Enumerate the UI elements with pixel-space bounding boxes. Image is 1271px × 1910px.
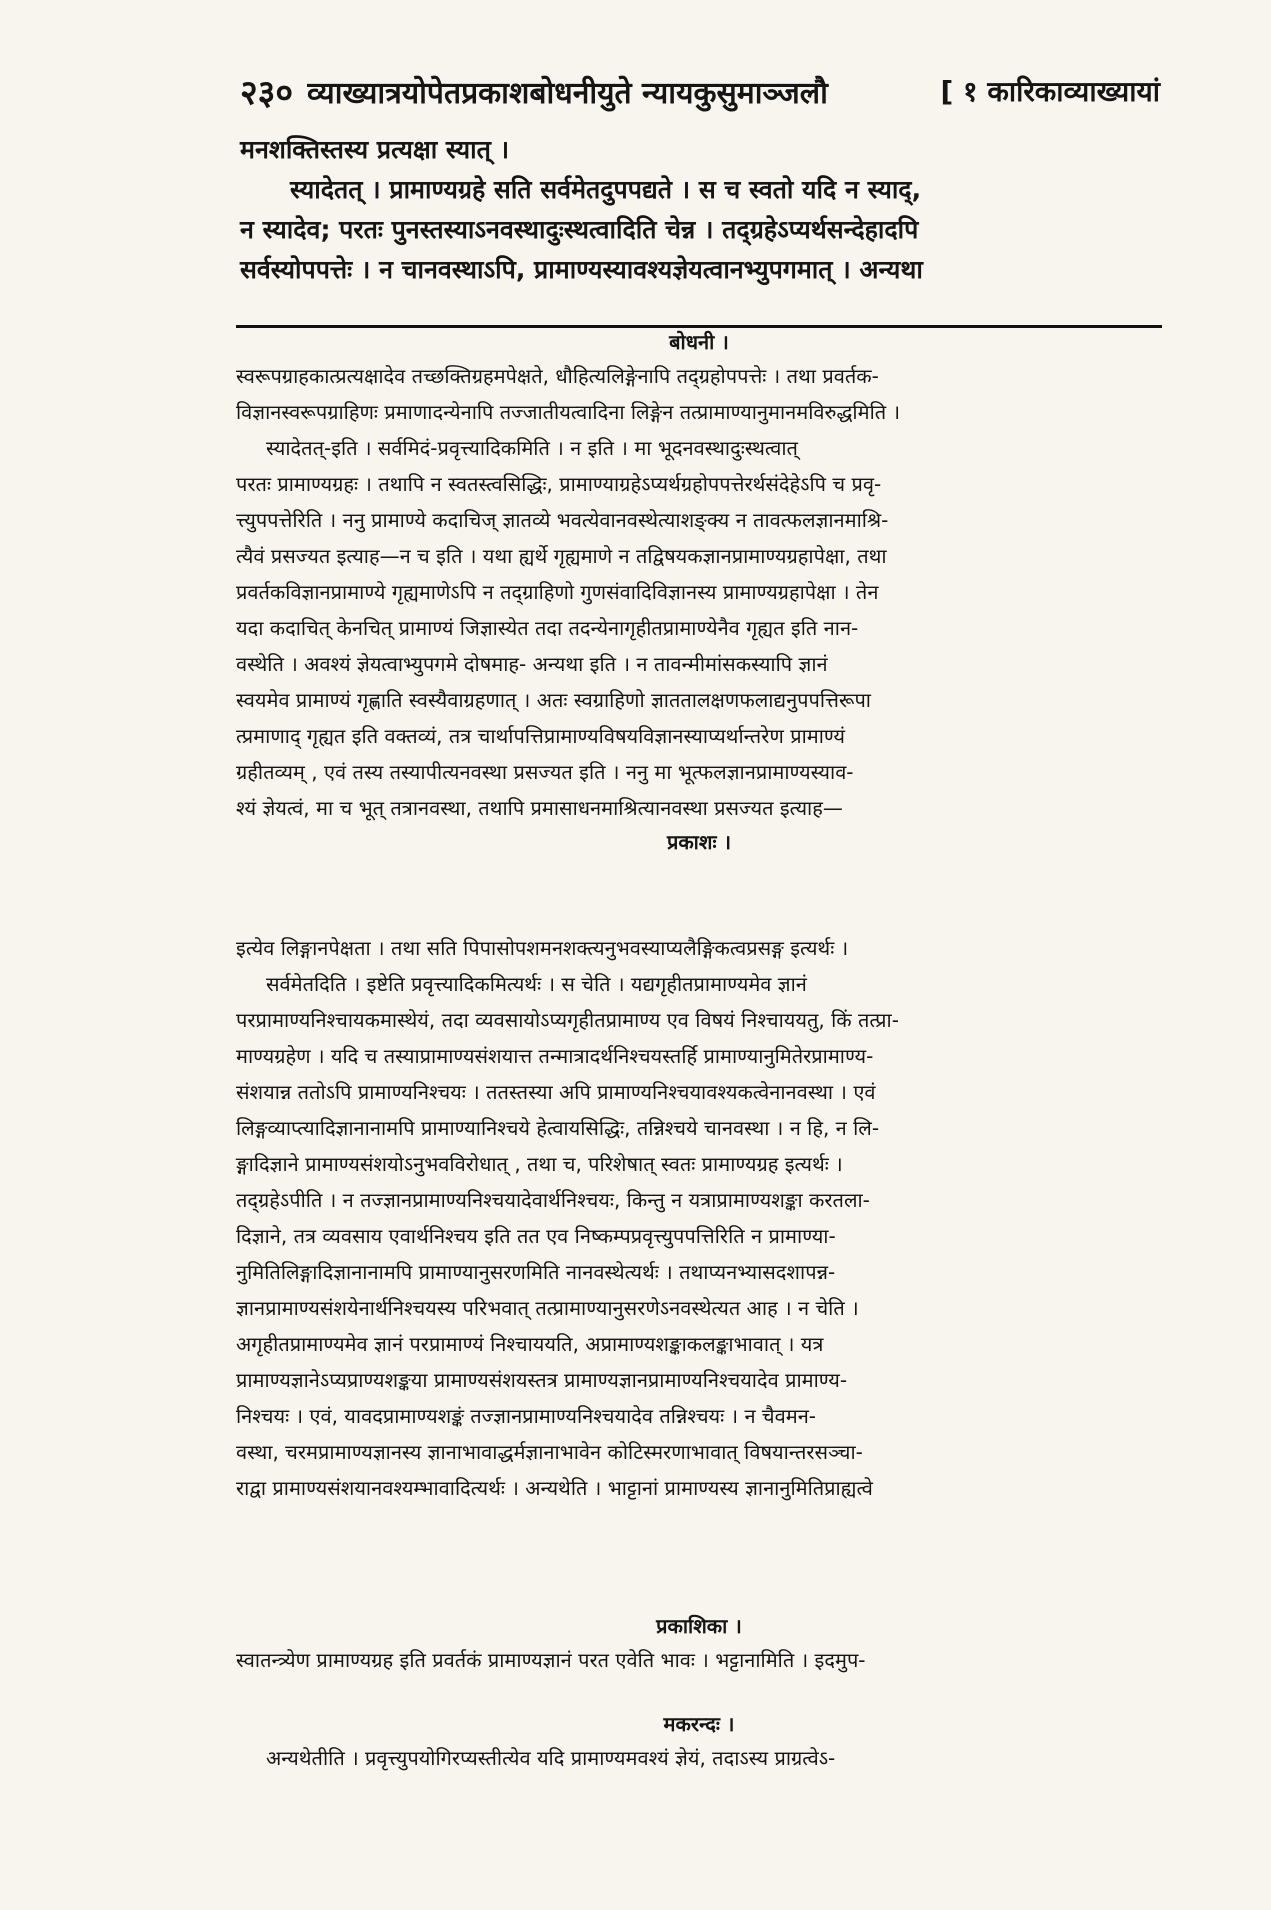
commentary-line: राद्वा प्रामाण्यसंशयानवश्यम्भावादित्यर्थः । अन्यथेति । भाट्टानां प्रामाण्यस्य ज्ञानानुमितिप्राह्यत्वे [236,1476,873,1500]
running-title: व्याख्यात्रयोपेतप्रकाशबोधनीयुते न्यायकुसुमाञ्जलौ [307,75,828,111]
commentary-line: संशयान्न ततोऽपि प्रामाण्यनिश्चयः । ततस्तस्या अपि प्रामाण्यनिश्चयावश्यकत्वेनानवस्था । एवं [236,1080,876,1104]
commentary-line: स्वयमेव प्रामाण्यं गृह्णाति स्वस्यैवाग्रहणात् । अतः स्वग्राहिणो ज्ञाततालक्षणफलाद्यनुपपत्तिरूपा [236,688,871,712]
commentary-line: दिज्ञाने, तत्र व्यवसाय एवार्थनिश्चय इति तत एव निष्कम्पप्रवृत्त्युपपत्तिरिति न प्रामाण्या- [236,1224,836,1248]
commentary-line: अन्यथेतीति । प्रवृत्त्युपयोगिरप्यस्तीत्येव यदि प्रामाण्यमवश्यं ज्ञेयं, तदाऽस्य प्राग्रत्वेऽ- [266,1746,836,1770]
commentary-line: त्त्युपपत्तेरिति । ननु प्रामाण्ये कदाचिज् ज्ञातव्ये भवत्येवानवस्थेत्याशङ्क्य न तावत्फलज्ञानमाश्रि- [236,508,889,532]
commentary-line: परतः प्रामाण्यग्रहः । तथापि न स्वतस्त्वसिद्धिः, प्रामाण्याग्रहेऽप्यर्थग्रहोपपत्तेरर्थसंदेहेऽपि च प्रवृ- [236,472,882,496]
commentary-line: वस्थेति । अवश्यं ज्ञेयत्वाभ्युपगमे दोषमाह- अन्यथा इति । न तावन्मीमांसकस्यापि ज्ञानं [236,652,828,676]
prakasha-commentary [236,930,1162,1506]
commentary-line: ग्रहीतव्यम् , एवं तस्य तस्यापीत्यनवस्था प्रसज्यत इति । ननु मा भूत्फलज्ञानप्रामाण्यस्याव- [236,760,854,784]
commentary-line: माण्यग्रहेण । यदि च तस्याप्रामाण्यसंशयात्त तन्मात्रादर्थनिश्चयस्तर्हि प्रामाण्यानुमितेरप्रामाण्य- [236,1044,874,1068]
prakashika-commentary [236,1610,1162,1678]
commentary-line: प्रामाण्यज्ञानेऽप्यप्राण्यशङ्कया प्रामाण्यसंशयस्तत्र प्रामाण्यज्ञानप्रामाण्यनिश्चयादेव प्रामाण्य- [236,1368,848,1392]
commentary-line: विज्ञानस्वरूपग्राहिणः प्रमाणादन्येनापि तज्जातीयत्वादिना लिङ्गेन तत्प्रामाण्यानुमानमविरुद्धमिति । [236,400,901,424]
commentary-line: त्प्रमाणाद् गृह्यत इति वक्तव्यं, तत्र चार्थापत्तिप्रामाण्यविषयविज्ञानस्याप्यर्थान्तरेण प्रामाण्यं [236,724,846,748]
commentary-line: श्यं ज्ञेयत्वं, मा च भूत् तत्रानवस्था, तथापि प्रमासाधनमाश्रित्यानवस्था प्रसज्यत इत्याह— [236,796,843,820]
commentary-line: लिङ्गव्याप्त्यादिज्ञानानामपि प्रामाण्यानिश्चये हेत्वायसिद्धिः, तन्निश्चये चानवस्था । न हि, न लि- [236,1116,880,1140]
commentary-line: अगृहीतप्रामाण्यमेव ज्ञानं परप्रामाण्यं निश्चाययति, अप्रामाण्यशङ्काकलङ्काभावात् । यत्र [236,1332,824,1356]
running-header [240,60,1160,122]
commentary-line: निश्चयः । एवं, यावदप्रामाण्यशङ्कं तज्ज्ञानप्रामाण्यनिश्चयादेव तन्निश्चयः । न चैवमन- [236,1404,817,1428]
prakashika-heading: प्रकाशिका । [656,1614,742,1638]
commentary-line: ज्ञानप्रामाण्यसंशयेनार्थनिश्चयस्य परिभवात् तत्प्रामाण्यानुसरणेऽनवस्थेत्यत आह । न चेति । [236,1296,859,1320]
bodhani-heading: बोधनी । [669,330,729,354]
commentary-line: यदा कदाचित् केनचित् प्रामाण्यं जिज्ञास्येत तदा तदन्येनागृहीतप्रामाण्येनैव गृह्यत इति नान- [236,616,859,640]
commentary-line: इत्येव लिङ्गानपेक्षता । तथा सति पिपासोपशमनशक्त्यनुभवस्याप्यलैङ्गिकत्वप्रसङ्ग इत्यर्थः । [236,936,849,960]
root-text-line: सर्वस्योपपत्तेः । न चानवस्थाऽपि, प्रामाण्यस्यावश्यज्ञेयत्वानभ्युपगमात् । अन्यथा [240,255,923,284]
commentary-line: प्रवर्तकविज्ञानप्रामाण्ये गृह्यमाणेऽपि न तद्ग्राहिणो गुणसंवादिविज्ञानस्य प्रामाण्यग्रहापेक्षा । तेन [236,580,879,604]
commentary-line: त्यैवं प्रसज्यत इत्याह—न च इति । यथा ह्यर्थे गृह्यमाणे न तद्विषयकज्ञानप्रामाण्यग्रहापेक्षा, तथा [236,544,887,568]
prakasha-heading: प्रकाशः । [666,830,732,854]
page-number: २३० [240,73,294,113]
root-text-line: न स्यादेव; परतः पुनस्तस्याऽनवस्थादुःस्थत्वादिति चेन्न । तद्ग्रहेऽप्यर्थसन्देहादपि [240,215,919,244]
commentary-line: स्यादेतत्-इति । सर्वमिदं-प्रवृत्त्यादिकमिति । न इति । मा भूदनवस्थादुःस्थत्वात् [266,436,798,460]
root-text-line: मनशक्तिस्तस्य प्रत्यक्षा स्यात् । [240,135,510,164]
commentary-line: नुमितिलिङ्गादिज्ञानानामपि प्रामाण्यानुसरणमिति नानवस्थेत्यर्थः । तथाप्यनभ्यासदशापन्न- [236,1260,836,1284]
section-reference: [ १ कारिकाव्याख्यायां [940,75,1160,108]
makaranda-heading: मकरन्दः । [663,1712,735,1736]
makaranda-commentary [236,1708,1162,1776]
commentary-line: सर्वमेतदिति । इष्टेति प्रवृत्त्यादिकमित्यर्थः । स चेति । यद्यगृहीतप्रामाण्यमेव ज्ञानं [266,972,807,996]
root-text [240,130,1160,290]
commentary-line: वस्था, चरमप्रामाण्यज्ञानस्य ज्ञानाभावाद्धर्मज्ञानाभावेन कोटिस्मरणाभावात् विषयान्तरसञ्चा- [236,1440,863,1464]
commentary-line: तद्ग्रहेऽपीति । न तज्ज्ञानप्रामाण्यनिश्चयादेवार्थनिश्चयः, किन्तु न यत्राप्रामाण्यशङ्का करतला- [236,1188,870,1212]
commentary-line: स्वरूपग्राहकात्प्रत्यक्षादेव तच्छक्तिग्रहमपेक्षते, धौहित्यलिङ्गेनापि तद्ग्रहोपपत्तेः । तथा प्रवर्तक- [236,364,879,388]
bodhani-commentary [236,326,1162,858]
commentary-line: परप्रामाण्यनिश्चायकमास्थेयं, तदा व्यवसायोऽप्यगृहीतप्रामाण्य एव विषयं निश्चाययतु, किं तत्प्रा- [236,1008,899,1032]
commentary-line: स्वातन्त्र्येण प्रामाण्यग्रह इति प्रवर्तकं प्रामाण्यज्ञानं परत एवेति भावः । भट्टानामिति । इदमुप- [236,1648,866,1672]
commentary-line: ङ्गादिज्ञाने प्रामाण्यसंशयोऽनुभवविरोधात् , तथा च, परिशेषात् स्वतः प्रामाण्यग्रह इत्यर्थः । [236,1152,843,1176]
root-text-line: स्यादेतत् । प्रामाण्यग्रहे सति सर्वमेतदुपपद्यते । स च स्वतो यदि न स्याद्, [290,175,922,204]
